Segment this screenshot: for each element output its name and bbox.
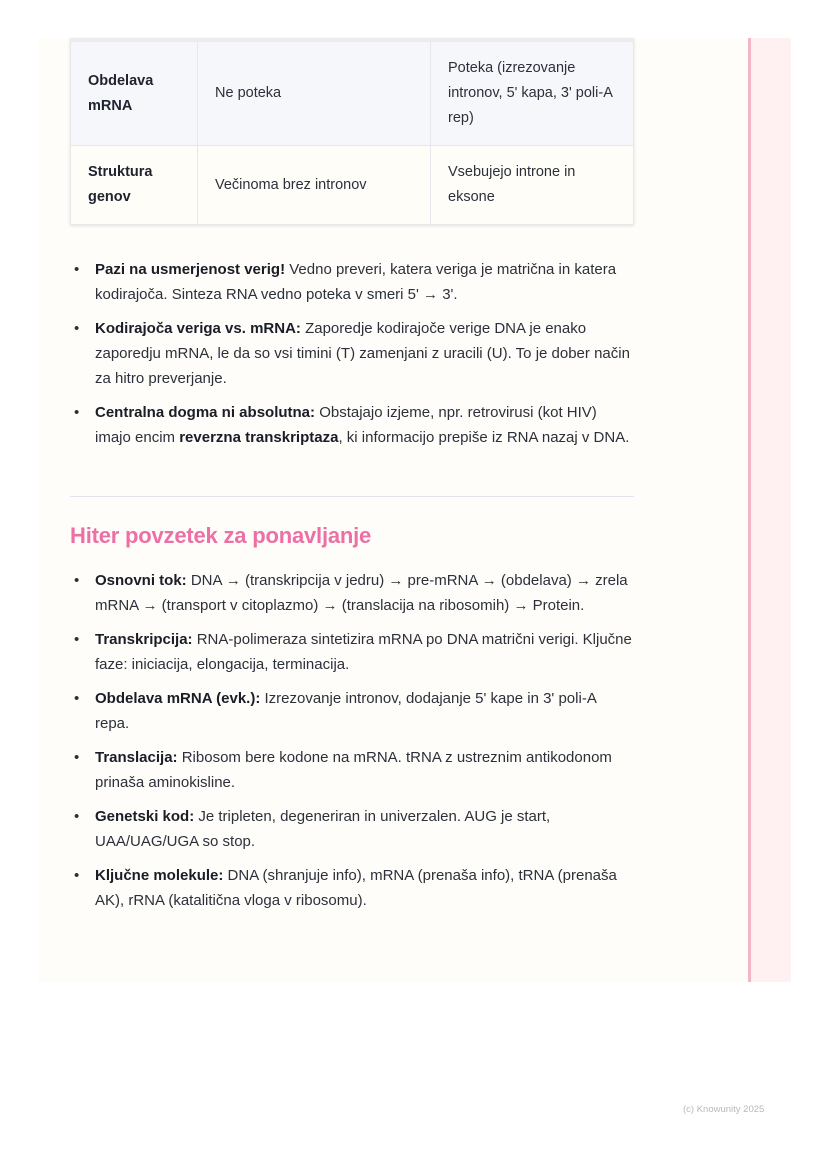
summary-heading: Hiter povzetek za ponavljanje [70,523,372,548]
item-bold-label: Translacija: [95,749,178,766]
item-bold-label: Kodirajoča veriga vs. mRNA: [95,320,301,337]
table-row [71,40,634,146]
list-item [70,400,634,450]
item-text: Obstajajo izjeme, npr. retrovirusi (kot HIV) imajo encim [95,404,597,446]
item-text: Zaporedje kodirajoče verige DNA je enako zaporedju mRNA, le da so vsi timini (T) zamenjani z uracili (U). To je dober način za hitro preverjanje. [95,320,630,387]
row-label: Obdelava mRNA [71,40,198,146]
list-item [70,257,634,307]
item-text: RNA-polimeraza sintetizira mRNA po DNA matrični verigi. Ključne faze: iniciacija, elongacija, terminacija. [95,631,632,673]
summary-list [70,568,634,922]
item-text: , ki informacijo prepiše iz RNA nazaj v DNA. [338,429,630,446]
item-text: Je tripleten, degeneriran in univerzalen. AUG je start, UAA/UAG/UGA so stop. [95,808,551,850]
prokaryote-cell: Ne poteka [198,40,431,146]
copyright-footer: (c) Knowunity 2025 [683,1104,765,1115]
item-text: Vedno preveri, katera veriga je matrična in katera kodirajoča. Sinteza RNA vedno poteka v smeri 5' → 3'. [95,261,617,303]
item-bold-label: Pazi na usmerjenost verig! [95,261,286,278]
list-item [70,863,634,913]
item-text: Ribosom bere kodone na mRNA. tRNA z ustreznim antikodonom prinaša aminokisline. [95,749,612,791]
side-accent-line [748,38,751,982]
item-bold-label: Transkripcija: [95,631,193,648]
eukaryote-cell: Vsebujejo introne in eksone [431,146,634,225]
item-bold-label: Centralna dogma ni absolutna: [95,404,316,421]
item-text: DNA (shranjuje info), mRNA (prenaša info), tRNA (prenaša AK), rRNA (katalitična vloga v ribosomu). [95,867,617,909]
item-bold-term: reverzna transkriptaza [179,429,339,446]
list-item [70,804,634,854]
list-item [70,627,634,677]
prokaryote-cell: Večinoma brez intronov [198,146,431,225]
item-bold-label: Ključne molekule: [95,867,224,884]
list-item [70,745,634,795]
list-item [70,686,634,736]
side-margin-strip [748,38,791,982]
comparison-table [70,38,634,225]
document-content [70,38,634,909]
eukaryote-cell: Poteka (izrezovanje intronov, 5' kapa, 3' poli-A rep) [431,40,634,146]
list-item [70,316,634,391]
item-text: Izrezovanje intronov, dodajanje 5' kape in 3' poli-A repa. [95,690,596,732]
item-bold-label: Obdelava mRNA (evk.): [95,690,261,707]
list-item [70,568,634,618]
row-label: Struktura genov [71,146,198,225]
item-bold-label: Osnovni tok: [95,572,187,589]
table-row [71,146,634,225]
item-bold-label: Genetski kod: [95,808,195,825]
item-text: DNA → (transkripcija v jedru) → pre-mRNA → (obdelava) → zrela mRNA → (transport v citoplazmo) → (translacija na ribosomih) → Protein. [95,572,628,614]
section-divider [70,496,634,497]
tips-list [70,257,634,459]
